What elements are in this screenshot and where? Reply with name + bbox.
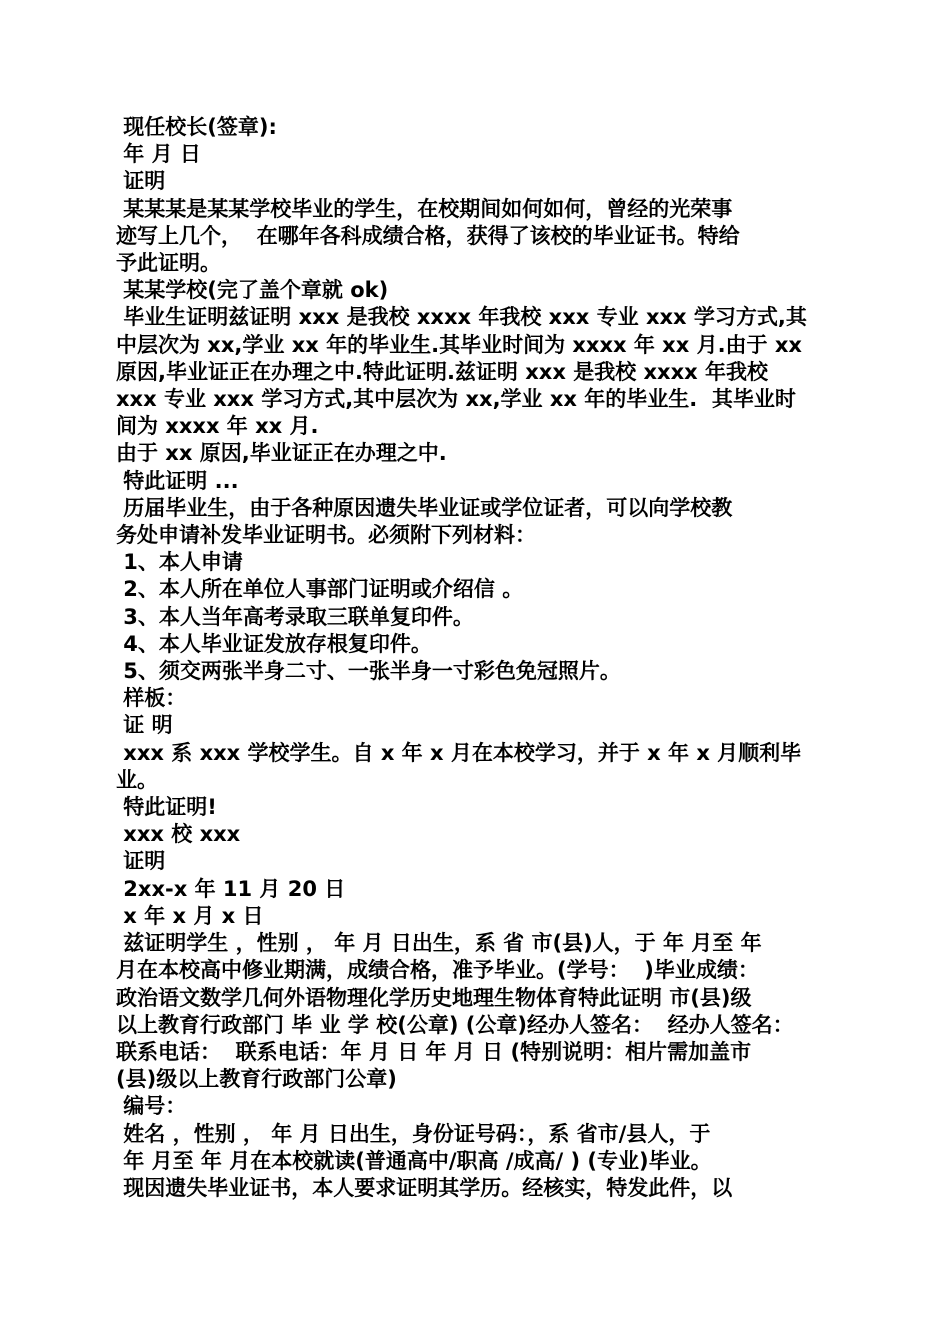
date-line: x 年 x 月 x 日 [116,903,264,928]
paragraph-line: 毕业生证明兹证明 xxx 是我校 xxxx 年我校 xxx 专业 xxx 学习方式,其 [116,305,807,330]
list-item: 4、本人毕业证发放存根复印件。 [116,631,432,656]
paragraph-line: 间为 xxxx 年 xx 月. [116,414,319,439]
paragraph-line: 现因遗失毕业证书，本人要求证明其学历。经核实，特发此件，以 [116,1175,733,1200]
paragraph-line: 业。 [116,767,158,792]
certificate-heading: 证明 [116,849,166,874]
paragraph-line: 姓名 ，性别 ， 年 月 日出生，身份证号码：，系 省市/县人，于 [116,1121,711,1146]
date-line: 年 月 日 [116,142,201,167]
paragraph-line: 特此证明! [116,795,217,820]
list-item: 3、本人当年高考录取三联单复印件。 [116,604,474,629]
school-signature-line: 某某学校(完了盖个章就 ok) [116,278,389,303]
school-signature-line: xxx 校 xxx [116,822,241,847]
paragraph-line: 中层次为 xx,学业 xx 年的毕业生.其毕业时间为 xxxx 年 xx 月.由于 xx [116,332,802,357]
paragraph-line: 月在本校高中修业期满，成绩合格，准予毕业。(学号： )毕业成绩： [116,958,759,983]
paragraph-line: 政治语文数学几何外语物理化学历史地理生物体育特此证明 市(县)级 [116,985,752,1010]
paragraph-line: 兹证明学生 ，性别 ， 年 月 日出生，系 省 市(县)人，于 年 月至 年 [116,931,762,956]
certificate-heading: 证 明 [116,713,173,738]
paragraph-line: xxx 系 xxx 学校学生。自 x 年 x 月在本校学习，并于 x 年 x 月顺利毕 [116,740,802,765]
paragraph-line: 联系电话： 联系电话：年 月 日 年 月 日 (特别说明：相片需加盖市 [116,1039,752,1064]
paragraph-line: 某某某是某某学校毕业的学生，在校期间如何如何，曾经的光荣事 [116,196,733,221]
list-item: 5、须交两张半身二寸、一张半身一寸彩色免冠照片。 [116,659,621,684]
document-body [116,114,846,1202]
paragraph-line: (县)级以上教育行政部门公章) [116,1067,397,1092]
paragraph-line: 年 月至 年 月在本校就读(普通高中/职高 /成高/ ) (专业)毕业。 [116,1148,712,1173]
certificate-heading: 证明 [116,169,166,194]
paragraph-line: 以上教育行政部门 毕 业 学 校(公章) (公章)经办人签名： 经办人签名： [116,1012,794,1037]
serial-number-line: 编号： [116,1094,187,1119]
paragraph-line: 由于 xx 原因,毕业证正在办理之中. [116,441,447,466]
date-line: 2xx-x 年 11 月 20 日 [116,876,346,901]
list-item: 2、本人所在单位人事部门证明或介绍信 。 [116,577,524,602]
principal-signature-line: 现任校长(签章): [116,115,277,139]
paragraph-line: xxx 专业 xxx 学习方式,其中层次为 xx,学业 xx 年的毕业生. 其毕业时 [116,387,796,412]
paragraph-line: 务处申请补发毕业证明书。必须附下列材料： [116,523,536,548]
paragraph-line: 迹写上几个， 在哪年各科成绩合格，获得了该校的毕业证书。特给 [116,223,740,248]
paragraph-line: 原因,毕业证正在办理之中.特此证明.兹证明 xxx 是我校 xxxx 年我校 [116,359,768,384]
template-heading: 样板： [116,686,187,711]
list-item: 1、本人申请 [116,550,243,575]
paragraph-line: 予此证明。 [116,251,221,276]
paragraph-line: 历届毕业生，由于各种原因遗失毕业证或学位证者，可以向学校教 [116,495,733,520]
paragraph-line: 特此证明 ... [116,468,239,493]
